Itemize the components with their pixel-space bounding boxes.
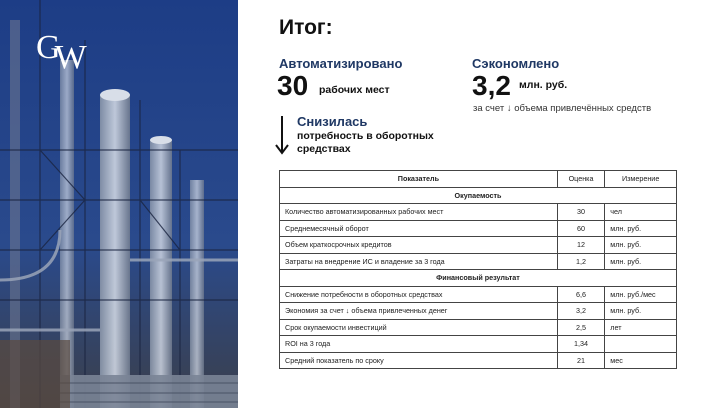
row-unit — [605, 336, 677, 353]
results-table — [279, 170, 677, 369]
row-score: 12 — [557, 237, 604, 254]
row-score: 6,6 — [557, 286, 604, 303]
row-name: Количество автоматизированных рабочих мест — [280, 204, 558, 221]
row-name: ROI на 3 года — [280, 336, 558, 353]
row-score: 21 — [557, 352, 604, 369]
table-row — [280, 303, 677, 320]
row-score: 60 — [557, 220, 604, 237]
saved-note: за счет ↓ объема привлечённых средств — [473, 103, 652, 114]
page-title: Итог: — [279, 16, 333, 39]
row-unit: мес — [605, 352, 677, 369]
down-arrow-icon — [274, 114, 290, 156]
header-indicator: Показатель — [280, 171, 558, 188]
table-row — [280, 286, 677, 303]
header-score: Оценка — [557, 171, 604, 188]
row-unit: чел — [605, 204, 677, 221]
row-score: 1,2 — [557, 253, 604, 270]
row-name: Экономия за счет ↓ объема привлеченных денег — [280, 303, 558, 320]
row-name: Объем краткосрочных кредитов — [280, 237, 558, 254]
saved-value: 3,2 — [472, 70, 511, 101]
row-name: Среднемесячный оборот — [280, 220, 558, 237]
row-unit: млн. руб./мес — [605, 286, 677, 303]
row-unit: млн. руб. — [605, 237, 677, 254]
row-name: Средний показатель по сроку — [280, 352, 558, 369]
row-score: 2,5 — [557, 319, 604, 336]
row-score: 1,34 — [557, 336, 604, 353]
table-row — [280, 204, 677, 221]
table-row — [280, 319, 677, 336]
automated-label: Автоматизировано — [279, 56, 403, 71]
gw-logo: GW — [36, 29, 83, 76]
section-row — [280, 187, 677, 204]
table-row — [280, 237, 677, 254]
table-row — [280, 253, 677, 270]
row-name: Срок окупаемости инвестиций — [280, 319, 558, 336]
decreased-text: потребность в оборотных средствах — [297, 130, 434, 155]
section-row — [280, 270, 677, 287]
table-header-row — [280, 171, 677, 188]
automated-value: 30 — [277, 70, 309, 101]
row-unit: млн. руб. — [605, 303, 677, 320]
table-row — [280, 336, 677, 353]
row-score: 3,2 — [557, 303, 604, 320]
automated-unit: рабочих мест — [319, 84, 390, 96]
table-row — [280, 220, 677, 237]
industrial-photo — [0, 0, 238, 408]
row-unit: млн. руб. — [605, 220, 677, 237]
saved-unit: млн. руб. — [519, 79, 568, 91]
row-score: 30 — [557, 204, 604, 221]
row-name: Снижение потребности в оборотных средствах — [280, 286, 558, 303]
decreased-label: Снизилась — [297, 114, 368, 129]
section-title: Финансовый результат — [280, 270, 677, 287]
header-unit: Измерение — [605, 171, 677, 188]
row-unit: лет — [605, 319, 677, 336]
row-name: Затраты на внедрение ИС и владение за 3 года — [280, 253, 558, 270]
table-row — [280, 352, 677, 369]
section-title: Окупаемость — [280, 187, 677, 204]
saved-label: Сэкономлено — [472, 56, 560, 71]
row-unit: млн. руб. — [605, 253, 677, 270]
